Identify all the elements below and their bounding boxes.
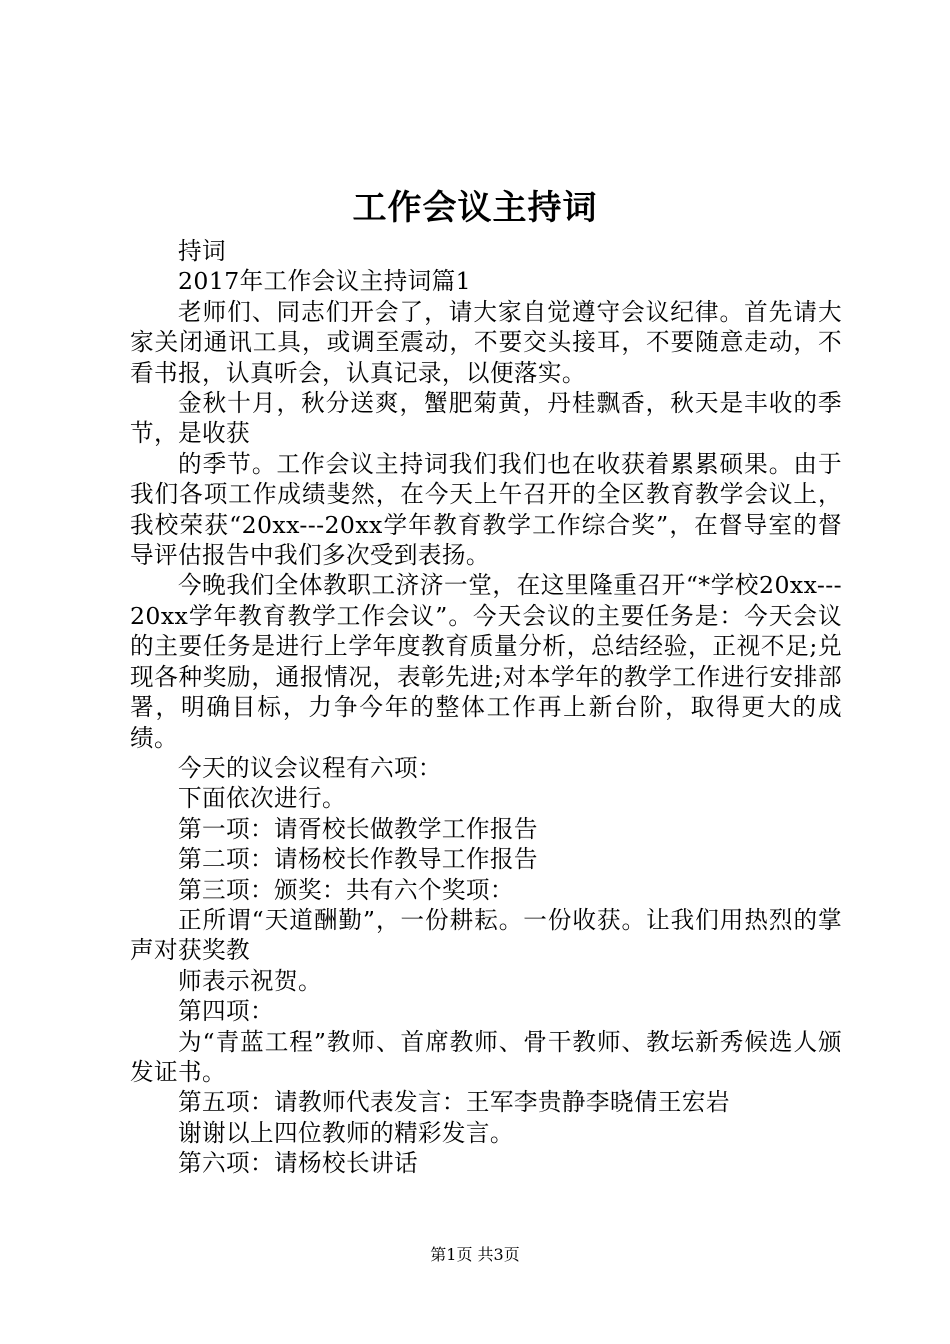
paragraph: 谢谢以上四位教师的精彩发言。 <box>178 1118 514 1147</box>
paragraph: 第六项：请杨校长讲话 <box>178 1149 418 1178</box>
paragraph: 正所谓“天道酬勤”，一份耕耘。一份收获。让我们用热烈的掌声对获奖教 <box>130 905 842 965</box>
document-body <box>130 236 842 1179</box>
paragraph: 第三项：颁奖：共有六个奖项： <box>178 875 514 904</box>
paragraph: 的季节。工作会议主持词我们我们也在收获着累累硕果。由于我们各项工作成绩斐然，在今天上午召开的全区教育教学会议上，我校荣获“20xx---20xx学年教育教学工作综合奖”，在督导室的督导评估报告中我们多次受到表扬。 <box>130 449 842 570</box>
paragraph: 金秋十月，秋分送爽，蟹肥菊黄，丹桂飘香，秋天是丰收的季节，是收获 <box>130 389 842 448</box>
paragraph: 第五项：请教师代表发言：王军李贵静李晓倩王宏岩 <box>178 1088 730 1117</box>
document-title: 工作会议主持词 <box>352 188 598 228</box>
paragraph: 第二项：请杨校长作教导工作报告 <box>178 845 538 874</box>
paragraph: 下面依次进行。 <box>178 784 346 813</box>
paragraph: 第一项：请胥校长做教学工作报告 <box>178 814 538 843</box>
paragraph: 为“青蓝工程”教师、首席教师、骨干教师、教坛新秀候选人颁发证书。 <box>130 1027 842 1086</box>
paragraph: 第四项： <box>178 997 274 1026</box>
paragraph: 持词 <box>178 237 226 265</box>
page-footer <box>0 1244 950 1266</box>
paragraph: 今天的议会议程有六项： <box>178 753 442 782</box>
paragraph: 老师们、同志们开会了，请大家自觉遵守会议纪律。首先请大家关闭通讯工具，或调至震动，不要交头接耳，不要随意走动，不看书报，认真听会，认真记录，以便落实。 <box>130 297 842 387</box>
paragraph: 今晚我们全体教职工济济一堂，在这里隆重召开“*学校20xx---20xx学年教育教学工作会议”。今天会议的主要任务是：今天会议的主要任务是进行上学年度教育质量分析，总结经验，正视不足;兑现各种奖励，通报情况，表彰先进;对本学年的教学工作进行安排部署，明确目标，力争今年的整体工作再上新台阶，取得更大的成绩。 <box>130 571 842 752</box>
paragraph: 2017年工作会议主持词篇1 <box>178 267 471 296</box>
paragraph: 师表示祝贺。 <box>178 966 322 995</box>
page-indicator: 第1页 共3页 <box>430 1245 520 1264</box>
